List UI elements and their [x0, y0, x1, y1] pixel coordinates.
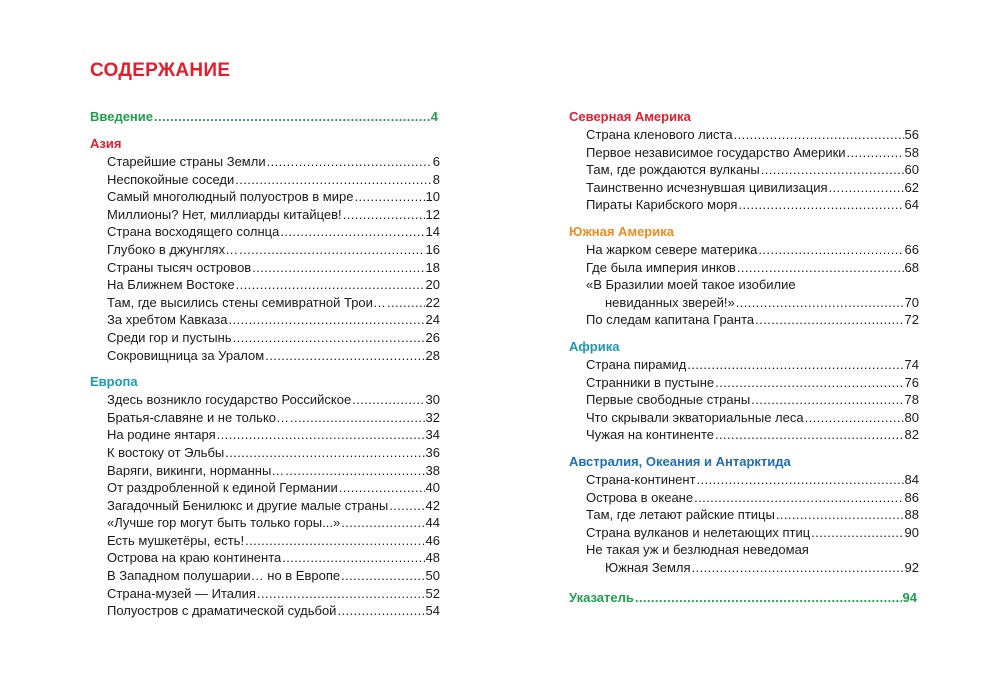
- toc-intro[interactable]: Введение ..... 4: [90, 107, 440, 126]
- toc-entry-label: Там, где рождаются вулканы: [586, 162, 760, 178]
- toc-entry[interactable]: [569, 161, 919, 179]
- toc-entry-label: Чужая на континенте: [586, 427, 714, 443]
- leader-dots: [217, 426, 425, 444]
- toc-entry-label: Неспокойные соседи: [107, 171, 235, 187]
- section-list-australia: [569, 471, 919, 541]
- section-list-north-america: [569, 126, 919, 214]
- leader-dots: [776, 506, 904, 524]
- leader-dots: [692, 559, 904, 577]
- section-heading-africa: Африка: [569, 338, 620, 354]
- toc-entry-label: Таинственно исчезнувшая цивилизация: [586, 179, 828, 195]
- toc-entry-page: 68: [904, 259, 919, 275]
- toc-entry[interactable]: [90, 444, 440, 462]
- toc-entry-page: 84: [904, 471, 919, 487]
- section-list-europe: [90, 391, 440, 620]
- leader-dots: [352, 391, 424, 409]
- toc-entry[interactable]: [90, 276, 440, 294]
- leader-dots: [829, 179, 904, 197]
- leader-dots: [290, 409, 425, 427]
- toc-entry-page: 32: [425, 409, 440, 425]
- toc-entry-label: Пираты Карибского моря: [586, 197, 738, 213]
- section-heading-north-america: Северная Америка: [569, 109, 691, 124]
- toc-entry-page: 86: [904, 489, 919, 505]
- toc-entry[interactable]: [90, 426, 440, 444]
- toc-index[interactable]: Указатель ..... 94: [569, 588, 919, 607]
- toc-entry-page: 80: [904, 409, 919, 425]
- toc-entry-label: За хребтом Кавказа: [107, 312, 228, 328]
- toc-entry-label: Есть мушкетёры, есть!: [107, 532, 245, 548]
- section-list-africa: [569, 356, 919, 444]
- toc-entry-page: 60: [904, 162, 919, 178]
- toc-entry-label: Миллионы? Нет, миллиарды китайцев!: [107, 206, 342, 222]
- toc-entry-page: 24: [425, 312, 440, 328]
- toc-entry[interactable]: [90, 497, 440, 515]
- toc-entry-label: Страна вулканов и нелетающих птиц: [586, 524, 811, 540]
- toc-entry-page: 34: [425, 427, 440, 443]
- toc-entry-page: 88: [904, 507, 919, 523]
- leader-dots: [715, 426, 904, 444]
- toc-entry-label: На жарком севере материка: [586, 241, 758, 257]
- toc-entry-page: 62: [904, 179, 919, 195]
- leader-dots: [267, 153, 432, 171]
- toc-entry-label: На Ближнем Востоке: [107, 277, 235, 293]
- toc-entry[interactable]: [90, 532, 440, 550]
- leader-dots: [737, 259, 904, 277]
- toc-entry-label: Среди гор и пустынь: [107, 329, 232, 345]
- leader-dots: [343, 206, 425, 224]
- toc-entry-label: Страна восходящего солнца: [107, 224, 280, 240]
- toc-entry[interactable]: [90, 391, 440, 409]
- toc-entry-label: Странники в пустыне: [586, 374, 715, 390]
- leader-dots: [252, 259, 424, 277]
- toc-entry-label: Где была империя инков: [586, 259, 736, 275]
- leader-dots: [341, 567, 424, 585]
- toc-entry-page: 64: [904, 197, 919, 213]
- toc-entry[interactable]: [90, 479, 440, 497]
- toc-entry-multiline-second[interactable]: Южная Земля ..... 92: [569, 559, 919, 577]
- toc-entry-label: Первое независимое государство Америки: [586, 144, 846, 160]
- toc-entry-multiline-first[interactable]: Не такая уж и безлюдная неведомая: [586, 542, 809, 558]
- toc-entry-page: 74: [904, 356, 919, 372]
- leader-dots: [761, 161, 904, 179]
- leader-dots: [236, 276, 425, 294]
- toc-entry-page: 38: [425, 462, 440, 478]
- toc-entry-label: Страна-континент: [586, 471, 696, 487]
- toc-entry-page: 16: [425, 241, 440, 257]
- section-heading-australia: Австралия, Океания и Антарктида: [569, 453, 791, 469]
- toc-entry-page: 48: [425, 550, 440, 566]
- toc-entry-page: 40: [425, 480, 440, 496]
- toc-left-column: [90, 107, 440, 620]
- toc-entry-label: Страна-музей — Италия: [107, 585, 256, 601]
- toc-entry-label: Первые свободные страны: [586, 392, 751, 408]
- toc-entry[interactable]: [90, 311, 440, 329]
- toc-entry-label: Старейшие страны Земли: [107, 154, 266, 169]
- leader-dots: [697, 471, 904, 489]
- toc-entry-page: 10: [425, 189, 440, 205]
- toc-entry-label: Загадочный Бенилюкс и другие малые страны: [107, 497, 389, 513]
- toc-entry[interactable]: [90, 223, 440, 241]
- toc-entry-page: 26: [425, 329, 440, 345]
- page-title: СОДЕРЖАНИЕ: [90, 60, 231, 81]
- toc-entry[interactable]: [90, 462, 440, 480]
- leader-dots: [229, 311, 425, 329]
- toc-entry-page: 66: [904, 241, 919, 257]
- leader-dots: [245, 532, 424, 550]
- toc-entry-page: 56: [904, 127, 919, 142]
- toc-entry[interactable]: [90, 585, 440, 603]
- toc-entry-label: Острова в океане: [586, 489, 694, 505]
- toc-right-column: [569, 108, 919, 607]
- toc-entry[interactable]: [90, 409, 440, 427]
- toc-entry-page: 76: [904, 374, 919, 390]
- toc-entry[interactable]: [90, 171, 440, 189]
- toc-entry-label: Глубоко в джунглях…: [107, 241, 239, 257]
- toc-entry-label: Страна пирамид: [586, 356, 687, 372]
- leader-dots: [715, 374, 903, 392]
- toc-entry-page: 18: [425, 259, 440, 275]
- leader-dots: [233, 329, 425, 347]
- section-heading-europe: Европа: [90, 374, 138, 390]
- toc-entry[interactable]: [569, 179, 919, 197]
- toc-entry[interactable]: [569, 489, 919, 507]
- toc-entry-page: 50: [425, 568, 440, 584]
- toc-entry-page: 20: [425, 277, 440, 293]
- toc-entry[interactable]: [569, 241, 919, 259]
- toc-entry-page: 36: [425, 444, 440, 460]
- leader-dots: [694, 489, 903, 507]
- leader-dots: [257, 585, 425, 603]
- toc-entry-label: Самый многолюдный полуостров в мире: [107, 189, 354, 205]
- toc-entry[interactable]: [569, 196, 919, 214]
- toc-entry-multiline-first[interactable]: «В Бразилии моей такое изобилие: [586, 277, 796, 293]
- leader-dots: [734, 126, 904, 144]
- toc-entry[interactable]: [569, 471, 919, 489]
- toc-entry[interactable]: [569, 374, 919, 392]
- toc-entry[interactable]: [569, 259, 919, 277]
- toc-entry-page: 44: [425, 515, 440, 531]
- toc-entry-page: 12: [425, 206, 440, 222]
- leader-dots: [389, 497, 424, 515]
- toc-entry-label: Страна кленового листа: [586, 127, 733, 142]
- toc-entry[interactable]: [569, 409, 919, 427]
- leader-dots: [339, 479, 425, 497]
- toc-entry-page: 8: [432, 171, 440, 187]
- leader-dots: [225, 444, 424, 462]
- leader-dots: [847, 144, 904, 162]
- leader-dots: [758, 241, 903, 259]
- toc-entry-page: 58: [904, 144, 919, 160]
- leader-dots: [265, 347, 424, 365]
- toc-entry[interactable]: [90, 549, 440, 567]
- toc-entry-label: Братья-славяне и не только…: [107, 409, 290, 425]
- leader-dots: [387, 294, 425, 312]
- toc-entry-page: 28: [425, 347, 440, 363]
- toc-entry-page: 30: [425, 392, 440, 408]
- toc-entry[interactable]: [90, 602, 440, 620]
- leader-dots: [755, 311, 903, 329]
- toc-entry-label: Острова на краю континента: [107, 550, 282, 566]
- toc-entry-label: Сокровищница за Уралом: [107, 347, 265, 363]
- leader-dots: [285, 462, 424, 480]
- leader-dots: [751, 391, 903, 409]
- toc-entry-label: Там, где летают райские птицы: [586, 507, 775, 523]
- toc-entry[interactable]: [90, 206, 440, 224]
- toc-entry[interactable]: [90, 259, 440, 277]
- leader-dots: [239, 241, 424, 259]
- toc-entry-label: В Западном полушарии… но в Европе: [107, 568, 341, 584]
- leader-dots: [280, 223, 424, 241]
- toc-entry[interactable]: [90, 153, 440, 171]
- toc-entry-label: На родине янтаря: [107, 427, 216, 443]
- leader-dots: [341, 514, 424, 532]
- leader-dots: [235, 171, 432, 189]
- section-heading-asia: Азия: [90, 136, 122, 151]
- toc-entry-label: Здесь возникло государство Российское: [107, 392, 352, 408]
- toc-entry-page: 52: [425, 585, 440, 601]
- toc-entry[interactable]: [90, 567, 440, 585]
- toc-entry[interactable]: [90, 347, 440, 365]
- toc-entry-multiline-second[interactable]: невиданных зверей!» ..... 70: [569, 294, 919, 312]
- toc-entry-label: От раздробленной к единой Германии: [107, 480, 338, 496]
- toc-entry[interactable]: [90, 294, 440, 312]
- leader-dots: [736, 294, 904, 312]
- leader-dots: [635, 588, 902, 607]
- toc-entry[interactable]: По следам капитана Гранта ..... 72: [569, 311, 919, 329]
- toc-entry[interactable]: [90, 188, 440, 206]
- toc-entry-page: 22: [425, 294, 440, 310]
- toc-entry-label: «Лучше гор могут быть только горы...»: [107, 515, 341, 531]
- section-list-asia: [90, 153, 440, 364]
- toc-entry-label: Полуостров с драматической судьбой: [107, 603, 337, 619]
- leader-dots: [354, 188, 424, 206]
- toc-entry[interactable]: [569, 144, 919, 162]
- toc-entry-label: Страны тысяч островов: [107, 259, 252, 275]
- leader-dots: [687, 356, 903, 374]
- toc-entry-page: 14: [425, 224, 440, 240]
- toc-entry-page: 90: [904, 524, 919, 540]
- leader-dots: [805, 409, 904, 427]
- toc-entry[interactable]: [569, 356, 919, 374]
- toc-entry[interactable]: [569, 524, 919, 542]
- toc-entry-page: 42: [425, 497, 440, 513]
- leader-dots: [154, 107, 430, 126]
- toc-entry-page: 54: [425, 603, 440, 619]
- toc-entry-label: Там, где высились стены семивратной Трои…: [107, 294, 386, 310]
- toc-entry[interactable]: [90, 514, 440, 532]
- leader-dots: [738, 196, 903, 214]
- toc-entry-label: Что скрывали экваториальные леса: [586, 409, 804, 425]
- toc-entry-label: К востоку от Эльбы: [107, 444, 225, 460]
- toc-entry[interactable]: [569, 126, 919, 144]
- toc-entry-page: 82: [904, 427, 919, 443]
- section-list-south-america: [569, 241, 919, 276]
- toc-entry[interactable]: [569, 426, 919, 444]
- toc-entry[interactable]: [90, 329, 440, 347]
- toc-entry-label: Варяги, викинги, норманны…: [107, 462, 285, 478]
- toc-entry[interactable]: [569, 391, 919, 409]
- toc-entry-page: 46: [425, 532, 440, 548]
- leader-dots: [337, 602, 424, 620]
- toc-entry-page: 78: [904, 392, 919, 408]
- toc-entry[interactable]: [90, 241, 440, 259]
- leader-dots: [811, 524, 903, 542]
- toc-entry[interactable]: [569, 506, 919, 524]
- section-heading-south-america: Южная Америка: [569, 223, 674, 239]
- leader-dots: [282, 549, 424, 567]
- toc-entry-page: 6: [432, 154, 440, 169]
